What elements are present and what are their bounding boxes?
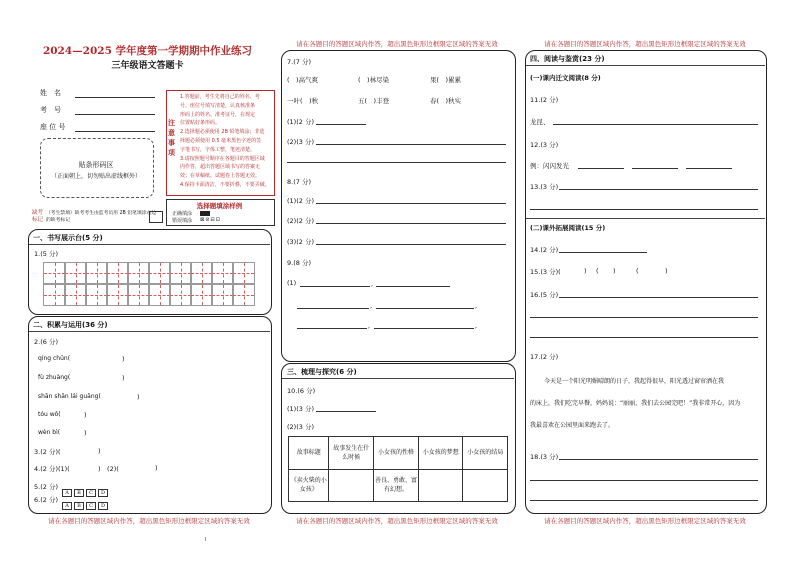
q12-label: 12.(3 分) [530, 141, 559, 149]
table-cell[interactable] [418, 469, 462, 502]
pinyin-1-close: ) [122, 355, 125, 363]
q12-line-2[interactable] [632, 168, 678, 169]
q17-label: 17.(2 分) [530, 353, 559, 361]
q13-line[interactable] [559, 189, 758, 190]
idiom-3: 果( )累累 [430, 76, 462, 84]
note-line: 字笔书写，字体工整、笔迹清楚。 [180, 146, 256, 153]
absent-note: （考生禁填）缺考考生由监考员用 2B 铅笔填涂右边的缺考标记 [46, 211, 157, 223]
note-line: 1.答题前，考生先将自己的姓名、考 [180, 94, 260, 100]
q8-2-label: (2)(2 分) [287, 217, 314, 225]
choice-a[interactable]: A [62, 489, 72, 497]
q6-choices[interactable] [62, 495, 110, 514]
pinyin-2: fù zhuàng( [38, 374, 71, 381]
notes-text [180, 93, 272, 190]
top-warning-3: 请在各题目的答题区域内作答，超出黑色矩形边框限定区域的答案无效 [544, 40, 746, 48]
q8-1-line[interactable] [316, 203, 506, 204]
table-cell: 《卖火柴的小女孩》 [289, 469, 329, 502]
story-table [288, 436, 508, 502]
choice-a[interactable]: A [62, 502, 72, 510]
section-reading-title: 四、阅读与鉴赏(23 分) [530, 55, 605, 63]
barcode-title: 贴条形码区 [78, 161, 114, 169]
q14-line[interactable] [559, 252, 647, 253]
note-line: 形码上的姓名、准考证号，在规定 [180, 111, 256, 118]
bottom-warning-2: 请在各题目的答题区域内作答，超出黑色矩形边框限定区域的答案无效 [296, 517, 498, 525]
q4-mid: ) (2)( [98, 465, 119, 473]
fill-example-title: 选择题填涂样例 [196, 202, 243, 210]
pinyin-3-close: ) [137, 393, 140, 401]
note-line: 号、座位号填写清楚，认真核准条 [180, 102, 256, 109]
q8-2-line[interactable] [316, 223, 506, 224]
table-cell[interactable] [329, 469, 373, 502]
table-header: 故事发生在什么时候 [329, 437, 373, 470]
q12-text: 例：闪闪发光 [530, 162, 569, 170]
bottom-warning-3: 请在各题目的答题区域内作答，超出黑色矩形边框限定区域的答案无效 [544, 517, 746, 525]
q7-2-line[interactable] [316, 144, 506, 145]
q8-label: 8.(7 分) [287, 178, 311, 186]
q10-1-line[interactable] [316, 411, 376, 412]
q6-label: 6.(2 分) [34, 496, 58, 504]
q14-label: 14.(2 分) [530, 246, 559, 254]
section-writing-title: 一、书写展示台(5 分) [33, 234, 103, 242]
q9-label: 9.(8 分) [287, 259, 311, 267]
table-row [289, 469, 508, 502]
q11-text: 龙昆、 [530, 118, 550, 126]
page-title: 2024—2025 学年度第一学期期中作业练习 [42, 45, 253, 57]
fill-wrong-marks: ⊠⊘⊟⊡ [200, 217, 221, 223]
q13-label: 13.(3 分) [530, 183, 559, 191]
seat-label: 座 位 号 [40, 123, 66, 131]
q1-label: 1.(5 分) [34, 250, 58, 258]
q12-line-1[interactable] [578, 168, 624, 169]
pinyin-4-close: ) [84, 411, 87, 419]
q4-close: ) [155, 464, 158, 472]
top-warning-2: 请在各题目的答题区域内作答，超出黑色矩形边框限定区域的答案无效 [296, 40, 498, 48]
q18-label: 18.(3 分) [530, 453, 559, 461]
q18-line[interactable] [559, 459, 758, 460]
fill-correct-label: 正确填涂 [172, 211, 193, 217]
writing-grid[interactable] [43, 262, 253, 306]
q9-1-label: (1) [287, 279, 297, 287]
table-header: 小女孩的梦想 [418, 437, 462, 470]
q15-label: 15.(3 分)( [530, 268, 561, 276]
absent-label: 缺考标记 [32, 210, 44, 223]
choice-c[interactable]: C [86, 489, 96, 497]
absent-checkbox[interactable] [149, 211, 163, 223]
pinyin-3: shān shān lái guāng( [38, 393, 101, 400]
q7-2-line-b[interactable] [287, 162, 506, 163]
exam-number-label: 考 号 [40, 106, 61, 114]
table-header: 小女孩的结局 [463, 437, 508, 470]
q16-line[interactable] [559, 297, 758, 298]
note-line: 效；在草稿纸、试题卷上答题无效。 [180, 173, 261, 180]
name-field[interactable] [75, 97, 155, 98]
fill-wrong-label: 错误填涂 [172, 218, 193, 224]
passage-line: 今天是一个阳光明媚晴朗的日子，我起得很早，阳光透过窗帘洒在我 [544, 378, 725, 385]
choice-b[interactable]: B [74, 489, 84, 497]
pinyin-4: tóu wō( [38, 411, 61, 418]
q9-3-line[interactable] [297, 328, 367, 329]
choice-c[interactable]: C [86, 502, 96, 510]
q9-1-line-b[interactable] [376, 286, 450, 287]
section-sorting-title: 三、梳理与探究(6 分) [287, 368, 357, 376]
q9-1-line[interactable] [300, 286, 370, 287]
pinyin-5: wèn bì( [38, 429, 61, 436]
choice-b[interactable]: B [74, 502, 84, 510]
subsection-2-title: (二)课外拓展阅读(15 分) [530, 224, 606, 232]
q10-1-label: (1)(3 分) [287, 405, 314, 413]
exam-number-field[interactable] [75, 114, 155, 115]
subsection-1-title: (一)课内迁文阅读(8 分) [530, 74, 601, 82]
table-header: 小女孩的性格 [373, 437, 418, 470]
q18-line-b[interactable] [530, 480, 758, 481]
choice-d[interactable]: D [98, 489, 108, 497]
q11-line[interactable] [553, 124, 758, 125]
pinyin-5-close: ) [84, 429, 87, 437]
q9-3-line-b[interactable] [374, 328, 474, 329]
passage [530, 371, 762, 437]
fill-correct-mark [200, 211, 210, 216]
q4-label: 4.(2 分)(1)( [34, 465, 70, 473]
q8-1-label: (1)(2 分) [287, 197, 314, 205]
q13-line-b[interactable] [530, 209, 758, 210]
q8-3-label: (3)(2 分) [287, 238, 314, 246]
seat-field[interactable] [75, 131, 155, 132]
q16-line-b[interactable] [530, 317, 758, 318]
q10-2-label: (2)(3 分) [287, 423, 314, 431]
page-subtitle: 三年级语文答题卡 [111, 61, 184, 71]
q16-line-c[interactable] [530, 337, 758, 338]
note-line: 位置贴好条形码。 [180, 120, 221, 127]
note-line: 内作答，超出答题区域书写的答案无 [180, 164, 261, 171]
note-line: 3.请按照题号顺序在各题目的答题区域 [180, 155, 265, 162]
idiom-2: ( )林尽染 [358, 76, 390, 84]
col3-panel [525, 50, 767, 514]
q7-2-label: (2)(3 分) [287, 138, 314, 146]
q18-line-c[interactable] [530, 500, 758, 501]
q16-label: 16.(5 分) [530, 291, 559, 299]
q9-2-line-b[interactable] [376, 308, 474, 309]
q5-label: 5.(2 分) [34, 483, 58, 491]
q2-label: 2.(6 分) [34, 338, 58, 346]
q7-1-line[interactable] [316, 124, 366, 125]
q9-2-line[interactable] [297, 308, 369, 309]
q7-1-label: (1)(2 分) [287, 118, 314, 126]
q7-label: 7.(7 分) [287, 58, 311, 66]
q8-3-line[interactable] [316, 244, 506, 245]
q10-label: 10.(6 分) [287, 387, 316, 395]
barcode-note: （正面朝上，切勿贴出虚线框外） [50, 173, 141, 180]
passage-line: 的床上，我们吃完早餐，妈妈说：“丽丽，我们去公园完吧！”我非常开心，因为 [530, 400, 741, 407]
table-cell[interactable] [463, 469, 508, 502]
note-line: 4.保持卡面清洁，不要折叠，不要弄破。 [180, 181, 270, 188]
q3-label: 3.(2 分)( [34, 448, 61, 456]
idiom-4: 一叶( )秋 [287, 97, 319, 105]
table-cell: 善良、勇敢、富有幻想。 [373, 469, 418, 502]
notes-label: 注意事项 [168, 119, 175, 157]
note-line: 2.选择题必须使用 2B 铅笔填涂；非选 [180, 129, 265, 136]
pinyin-2-close: ) [122, 374, 125, 382]
q11-label: 11.(2 分) [530, 96, 559, 104]
q12-line-3[interactable] [686, 168, 732, 169]
idiom-5: 五( )丰登 [358, 97, 390, 105]
bottom-warning-1: 请在各题目的答题区域内作答，超出黑色矩形边框限定区域的答案无效 [48, 517, 250, 525]
section-usage-title: 二、积累与运用(36 分) [33, 321, 108, 329]
table-header-row [289, 437, 508, 470]
choice-d[interactable]: D [98, 502, 108, 510]
note-line: 择题必须使用 0.5 毫米黑色字迹的签 [180, 137, 262, 144]
binding-tick [205, 537, 206, 541]
pinyin-1: qíng chūn( [38, 355, 71, 362]
idiom-6: 春( )秋实 [430, 97, 462, 105]
name-label: 姓 名 [40, 89, 61, 97]
idiom-1: ( )高气爽 [287, 76, 319, 84]
table-header: 故事标题 [289, 437, 329, 470]
q3-close: ) [98, 447, 101, 455]
passage-line: 我最喜欢在公园里面来跑去了。 [530, 422, 615, 429]
